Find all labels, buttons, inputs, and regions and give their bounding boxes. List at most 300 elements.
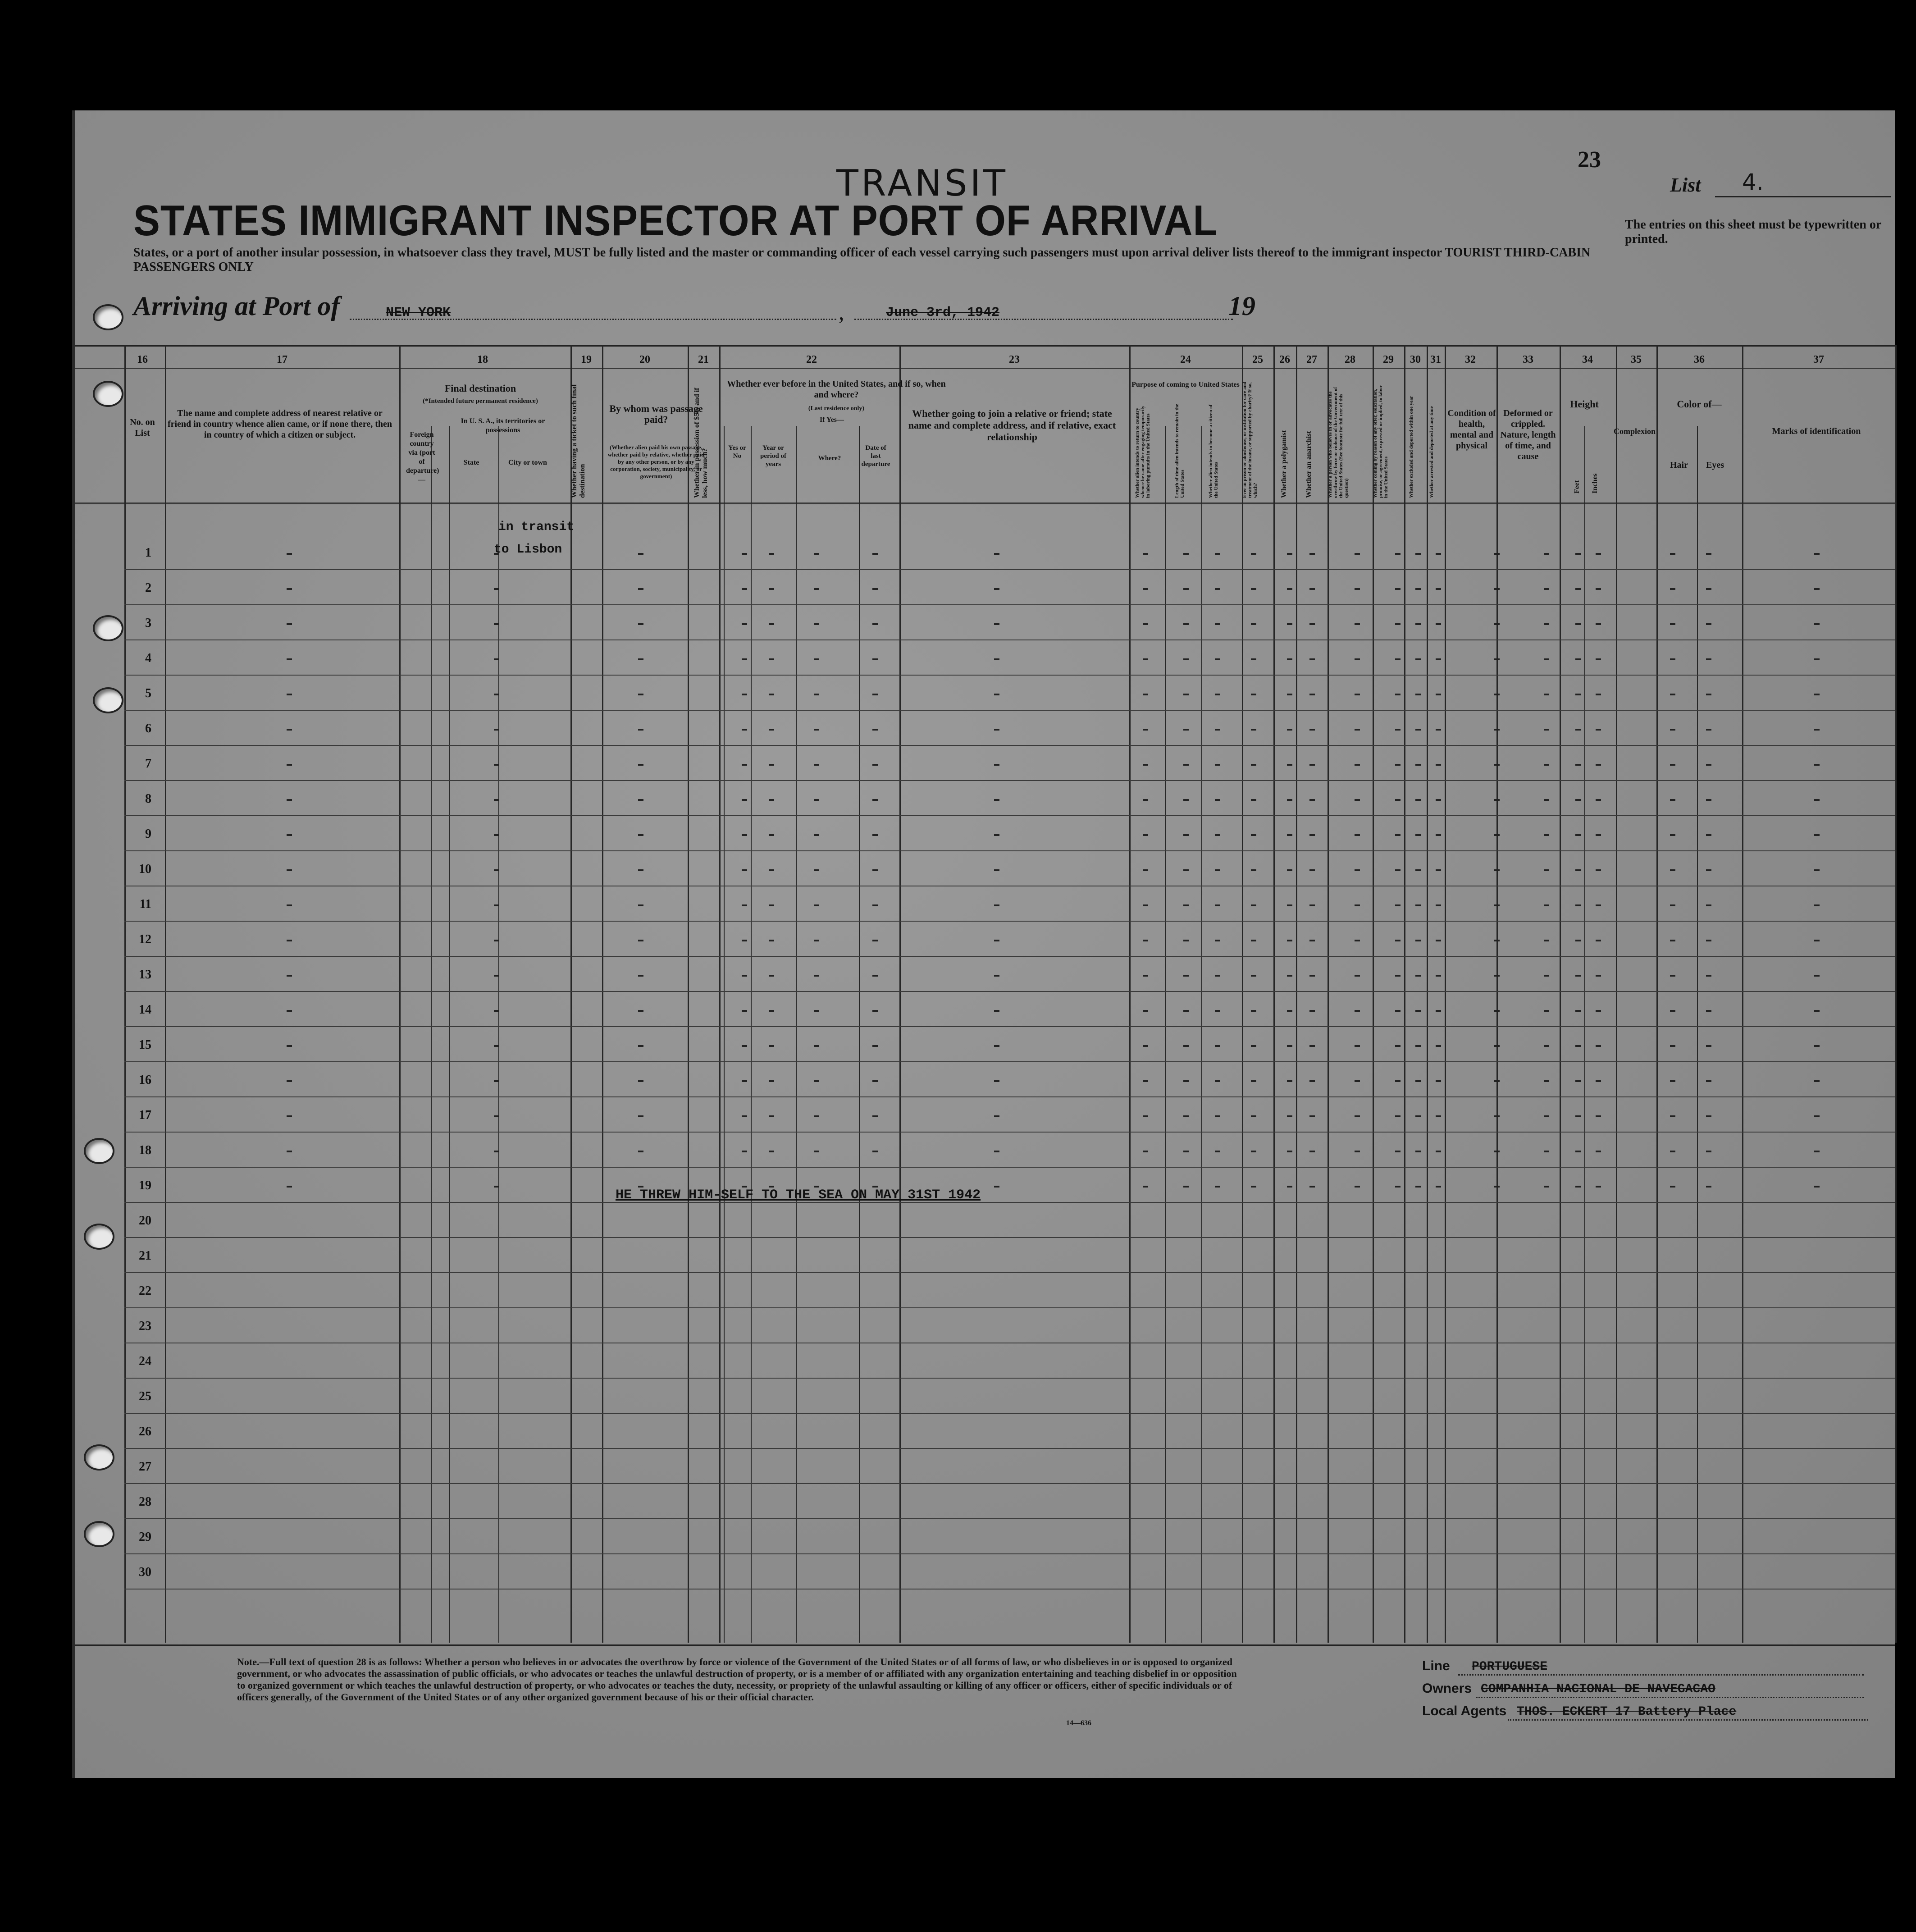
blank-dash [769, 799, 774, 801]
blank-dash [1670, 764, 1675, 766]
column-number: 20 [639, 354, 650, 365]
blank-dash [814, 940, 819, 941]
blank-dash [1436, 1151, 1441, 1152]
col22-years: Year or period of years [760, 444, 786, 468]
blank-dash [1143, 1151, 1148, 1152]
blank-dash [1395, 799, 1401, 801]
row-number: 1 [145, 546, 151, 560]
form-subtitle: States, or a port of another insular possession, in whatsoever class they travel, MUST be fully listed and the master or commanding officer of each vessel carrying such passengers must upon arrival deliver lists thereof to the immigrant inspector TOURIST THIRD-CABIN PASSENGERS ONLY [133, 246, 1591, 274]
col27-header: Whether an anarchist [1305, 431, 1313, 498]
row-number: 10 [139, 862, 151, 876]
blank-dash [1814, 904, 1820, 906]
blank-dash [287, 834, 292, 836]
blank-dash [1309, 1151, 1315, 1152]
blank-dash [1706, 799, 1711, 801]
blank-dash [994, 1151, 999, 1152]
blank-dash [769, 588, 774, 590]
blank-dash [494, 1080, 499, 1082]
blank-dash [742, 904, 747, 906]
blank-dash [1355, 764, 1360, 766]
blank-dash [638, 764, 643, 766]
subcolumn-rule [751, 426, 752, 1643]
row-number: 5 [145, 686, 151, 700]
blank-dash [1215, 623, 1220, 625]
subcolumn-rule [1165, 426, 1166, 1643]
blank-dash [1251, 799, 1256, 801]
blank-dash [1706, 1010, 1711, 1012]
blank-dash [1494, 904, 1500, 906]
blank-dash [1183, 799, 1189, 801]
blank-dash [1251, 1080, 1256, 1082]
blank-dash [814, 658, 819, 660]
blank-dash [1355, 1080, 1360, 1082]
blank-dash [1596, 764, 1601, 766]
manifest-sheet [72, 110, 1895, 1778]
blank-dash [287, 1151, 292, 1152]
blank-dash [1287, 1045, 1292, 1047]
blank-dash [1251, 588, 1256, 590]
blank-dash [1287, 1010, 1292, 1012]
blank-dash [638, 904, 643, 906]
blank-dash [1494, 940, 1500, 941]
blank-dash [769, 1045, 774, 1047]
blank-dash [494, 588, 499, 590]
blank-dash [638, 1045, 643, 1047]
blank-dash [1494, 1045, 1500, 1047]
col22-header: Whether ever before in the United States, and if so, when and where? [727, 379, 946, 400]
blank-dash [494, 1115, 499, 1117]
blank-dash [742, 1151, 747, 1152]
blank-dash [1355, 799, 1360, 801]
blank-dash [1814, 940, 1820, 941]
blank-dash [1706, 1115, 1711, 1117]
blank-dash [287, 1080, 292, 1082]
blank-dash [1575, 904, 1581, 906]
blank-dash [1814, 1186, 1820, 1188]
blank-dash [742, 869, 747, 871]
blank-dash [1596, 1045, 1601, 1047]
blank-dash [287, 904, 292, 906]
blank-dash [1544, 975, 1549, 977]
col18-subheader: (*Intended future permanent residence) [423, 397, 538, 405]
blank-dash [494, 1045, 499, 1047]
blank-dash [1183, 1010, 1189, 1012]
transit-line-1: in transit [498, 520, 575, 534]
col18-city: City or town [508, 459, 547, 466]
blank-dash [1143, 904, 1148, 906]
row-rule [124, 1096, 1895, 1097]
blank-dash [287, 1115, 292, 1117]
blank-dash [494, 940, 499, 941]
blank-dash [1395, 904, 1401, 906]
blank-dash [1355, 1151, 1360, 1152]
blank-dash [1814, 975, 1820, 977]
col30-header: Whether excluded and deported within one year [1409, 396, 1414, 498]
column-number: 22 [806, 354, 817, 365]
blank-dash [742, 764, 747, 766]
blank-dash [287, 1045, 292, 1047]
blank-dash [1395, 1151, 1401, 1152]
row-number: 20 [139, 1214, 151, 1228]
blank-dash [1395, 975, 1401, 977]
blank-dash [1215, 553, 1220, 555]
col36-header: Color of— [1677, 398, 1722, 410]
blank-dash [1575, 729, 1581, 731]
blank-dash [814, 729, 819, 731]
blank-dash [1143, 588, 1148, 590]
blank-dash [1287, 1186, 1292, 1188]
blank-dash [872, 869, 878, 871]
column-number: 33 [1523, 354, 1533, 365]
row-rule [124, 569, 1895, 570]
blank-dash [1596, 869, 1601, 871]
blank-dash [638, 1080, 643, 1082]
row-rule [124, 1026, 1895, 1027]
blank-dash [1415, 623, 1421, 625]
blank-dash [769, 904, 774, 906]
line-value: PORTUGUESE [1472, 1660, 1548, 1674]
blank-dash [1670, 869, 1675, 871]
blank-dash [872, 623, 878, 625]
row-number: 30 [139, 1565, 151, 1579]
blank-dash [1215, 1010, 1220, 1012]
blank-dash [1251, 869, 1256, 871]
form-title: STATES IMMIGRANT INSPECTOR AT PORT OF ARRIVAL [133, 196, 1218, 245]
blank-dash [1575, 1045, 1581, 1047]
blank-dash [1183, 1080, 1189, 1082]
blank-dash [1355, 1115, 1360, 1117]
blank-dash [769, 1151, 774, 1152]
blank-dash [769, 869, 774, 871]
column-number: 21 [698, 354, 709, 365]
blank-dash [1415, 1010, 1421, 1012]
owners-rule [1476, 1697, 1864, 1698]
blank-dash [1183, 1186, 1189, 1188]
blank-dash [1309, 764, 1315, 766]
blank-dash [1814, 1115, 1820, 1117]
blank-dash [994, 694, 999, 695]
blank-dash [1395, 729, 1401, 731]
blank-dash [638, 553, 643, 555]
blank-dash [494, 904, 499, 906]
blank-dash [1287, 623, 1292, 625]
blank-dash [1670, 658, 1675, 660]
blank-dash [994, 1080, 999, 1082]
blank-dash [742, 799, 747, 801]
blank-dash [1395, 869, 1401, 871]
blank-dash [1415, 694, 1421, 695]
blank-dash [1575, 940, 1581, 941]
blank-dash [1287, 1080, 1292, 1082]
blank-dash [1395, 623, 1401, 625]
blank-dash [1309, 799, 1315, 801]
blank-dash [1670, 975, 1675, 977]
blank-dash [494, 799, 499, 801]
blank-dash [872, 1080, 878, 1082]
blank-dash [1215, 1115, 1220, 1117]
list-label: List [1670, 174, 1701, 196]
blank-dash [1706, 729, 1711, 731]
blank-dash [1215, 1080, 1220, 1082]
owners-label: Owners [1422, 1681, 1472, 1696]
blank-dash [872, 975, 878, 977]
blank-dash [1215, 834, 1220, 836]
blank-dash [1309, 623, 1315, 625]
blank-dash [1143, 834, 1148, 836]
blank-dash [1183, 729, 1189, 731]
blank-dash [1287, 834, 1292, 836]
blank-dash [742, 940, 747, 941]
row-number: 16 [139, 1073, 151, 1087]
blank-dash [1494, 1010, 1500, 1012]
row-rule [124, 675, 1895, 676]
blank-dash [1436, 799, 1441, 801]
blank-dash [494, 764, 499, 766]
col20-subheader: (Whether alien paid his own passage, whether paid by relative, whether paid by any other person, or by any corporation, society, municipality, or government) [607, 444, 705, 480]
blank-dash [1287, 1151, 1292, 1152]
blank-dash [1415, 975, 1421, 977]
blank-dash [1143, 694, 1148, 695]
page-number: 23 [1578, 147, 1601, 173]
blank-dash [1287, 658, 1292, 660]
blank-dash [1355, 1045, 1360, 1047]
row-rule [124, 1483, 1895, 1484]
row-rule [124, 1518, 1895, 1519]
row-number: 12 [139, 932, 151, 946]
blank-dash [1309, 975, 1315, 977]
row-rule [124, 1132, 1895, 1133]
subcolumn-rule [1201, 426, 1202, 1643]
blank-dash [1183, 694, 1189, 695]
blank-dash [1575, 1010, 1581, 1012]
column-number: 16 [137, 354, 148, 365]
blank-dash [814, 834, 819, 836]
blank-dash [742, 588, 747, 590]
blank-dash [742, 694, 747, 695]
date-value: June 3rd, 1942 [886, 305, 1000, 320]
blank-dash [494, 729, 499, 731]
blank-dash [1494, 1151, 1500, 1152]
blank-dash [1706, 1080, 1711, 1082]
row-number: 29 [139, 1530, 151, 1544]
blank-dash [994, 1045, 999, 1047]
blank-dash [1494, 729, 1500, 731]
col24b-header: Length of time alien intends to remain in the United States [1174, 404, 1185, 498]
blank-dash [1215, 764, 1220, 766]
blank-dash [872, 694, 878, 695]
row-number: 25 [139, 1389, 151, 1403]
blank-dash [287, 940, 292, 941]
blank-dash [1670, 1010, 1675, 1012]
row-rule [124, 1553, 1895, 1554]
blank-dash [1596, 1080, 1601, 1082]
blank-dash [994, 1186, 999, 1188]
row-rule [124, 1413, 1895, 1414]
blank-dash [1436, 729, 1441, 731]
col16-header: No. on List [130, 417, 155, 438]
blank-dash [814, 1115, 819, 1117]
row-number: 28 [139, 1495, 151, 1509]
row-rule [124, 604, 1895, 605]
blank-dash [1544, 799, 1549, 801]
blank-dash [1355, 940, 1360, 941]
row-number: 21 [139, 1249, 151, 1263]
blank-dash [769, 1080, 774, 1082]
subcolumn-rule [859, 426, 860, 1643]
blank-dash [872, 799, 878, 801]
blank-dash [814, 553, 819, 555]
blank-dash [1355, 553, 1360, 555]
column-number: 24 [1180, 354, 1191, 365]
blank-dash [1596, 799, 1601, 801]
col22-yesno: Yes or No [728, 444, 746, 460]
blank-dash [1287, 553, 1292, 555]
blank-dash [1395, 1010, 1401, 1012]
column-number: 35 [1631, 354, 1642, 365]
blank-dash [1494, 975, 1500, 977]
blank-dash [1575, 764, 1581, 766]
agents-label: Local Agents [1422, 1704, 1507, 1718]
blank-dash [872, 658, 878, 660]
blank-dash [1143, 1045, 1148, 1047]
blank-dash [1309, 869, 1315, 871]
blank-dash [1494, 1115, 1500, 1117]
blank-dash [1494, 1080, 1500, 1082]
row-rule [124, 639, 1895, 640]
col17-header: The name and complete address of nearest relative or friend in country whence alien came, or if none there, then in country of which a citizen or subject. [167, 408, 392, 440]
blank-dash [1143, 729, 1148, 731]
blank-dash [1215, 940, 1220, 941]
blank-dash [1183, 940, 1189, 941]
blank-dash [1355, 1186, 1360, 1188]
blank-dash [1706, 1151, 1711, 1152]
row-rule [124, 1061, 1895, 1062]
blank-dash [1355, 658, 1360, 660]
blank-dash [1544, 940, 1549, 941]
row-rule [124, 710, 1895, 711]
blank-dash [494, 869, 499, 871]
blank-dash [494, 623, 499, 625]
blank-dash [1575, 553, 1581, 555]
blank-dash [1544, 834, 1549, 836]
blank-dash [1215, 975, 1220, 977]
blank-dash [1143, 553, 1148, 555]
blank-dash [872, 729, 878, 731]
blank-dash [872, 588, 878, 590]
blank-dash [1251, 904, 1256, 906]
blank-dash [1287, 764, 1292, 766]
blank-dash [1143, 1080, 1148, 1082]
blank-dash [1215, 1151, 1220, 1152]
blank-dash [1706, 764, 1711, 766]
blank-dash [1575, 1115, 1581, 1117]
row-number: 3 [145, 616, 151, 630]
blank-dash [872, 834, 878, 836]
blank-dash [638, 799, 643, 801]
blank-dash [1575, 658, 1581, 660]
blank-dash [1706, 623, 1711, 625]
row-number: 13 [139, 968, 151, 982]
blank-dash [287, 694, 292, 695]
row-number: 19 [139, 1178, 151, 1192]
blank-dash [814, 869, 819, 871]
blank-dash [1544, 1115, 1549, 1117]
blank-dash [1436, 940, 1441, 941]
blank-dash [1143, 975, 1148, 977]
col22-where: Where? [818, 455, 841, 462]
blank-dash [994, 553, 999, 555]
col24c-header: Whether alien intends to become a citizen of the United States [1208, 404, 1219, 498]
blank-dash [1143, 1115, 1148, 1117]
blank-dash [769, 694, 774, 695]
blank-dash [814, 764, 819, 766]
blank-dash [1596, 588, 1601, 590]
blank-dash [1575, 588, 1581, 590]
blank-dash [1287, 588, 1292, 590]
arriving-label: Arriving at Port of [133, 291, 340, 321]
blank-dash [638, 975, 643, 977]
blank-dash [1215, 588, 1220, 590]
blank-dash [1415, 940, 1421, 941]
blank-dash [1309, 1010, 1315, 1012]
column-number: 28 [1345, 354, 1355, 365]
row-number: 7 [145, 757, 151, 771]
row-rule [124, 850, 1895, 851]
blank-dash [769, 940, 774, 941]
blank-dash [872, 764, 878, 766]
list-value: 4. [1742, 169, 1764, 195]
blank-dash [1395, 940, 1401, 941]
blank-dash [1494, 764, 1500, 766]
blank-dash [814, 623, 819, 625]
blank-dash [1814, 1010, 1820, 1012]
blank-dash [1596, 940, 1601, 941]
blank-dash [1415, 799, 1421, 801]
blank-dash [1215, 729, 1220, 731]
blank-dash [1251, 1010, 1256, 1012]
agents-rule [1508, 1719, 1868, 1721]
blank-dash [1183, 764, 1189, 766]
blank-dash [1814, 1151, 1820, 1152]
row-rule [124, 921, 1895, 922]
blank-dash [769, 1115, 774, 1117]
blank-dash [1183, 553, 1189, 555]
blank-dash [1355, 588, 1360, 590]
col24a-header: Whether alien intends to return to country whence he came after engaging temporarily in laboring pursuits in the United States [1135, 406, 1151, 498]
blank-dash [1670, 940, 1675, 941]
blank-dash [1215, 1045, 1220, 1047]
blank-dash [1706, 975, 1711, 977]
blank-dash [1494, 799, 1500, 801]
column-rule [1895, 345, 1897, 1643]
row-rule [124, 780, 1895, 781]
footnote: Note.—Full text of question 28 is as follows: Whether a person who believes in or advocates the overthrow by force or violence of the Government of the United States or of all forms of law, or who disbelieves in or is opposed to organized government, or who advocates the assassination of public officials, or who advocates or teaches the unlawful destruction of property, or is a member of or affiliated with any organization entertaining and teaching disbelief in or opposition to organized government or which teaches the unlawful destruction of property, or who advocates or teaches the duty, necessity, or propriety of the unlawful assaulting or killing of any officer or officers, either of specific individuals or of officers generally, of the Government of the United States or of any other organized government because of his or their official character. [237, 1656, 1237, 1703]
blank-dash [994, 729, 999, 731]
blank-dash [1575, 975, 1581, 977]
blank-dash [742, 729, 747, 731]
blank-dash [1183, 1151, 1189, 1152]
blank-dash [494, 975, 499, 977]
blank-dash [1395, 588, 1401, 590]
blank-dash [638, 1010, 643, 1012]
blank-dash [1814, 1045, 1820, 1047]
blank-dash [1436, 658, 1441, 660]
blank-dash [1814, 553, 1820, 555]
row-rule [124, 745, 1895, 746]
blank-dash [1436, 1115, 1441, 1117]
blank-dash [1596, 729, 1601, 731]
form-number: 14—636 [1066, 1719, 1091, 1727]
